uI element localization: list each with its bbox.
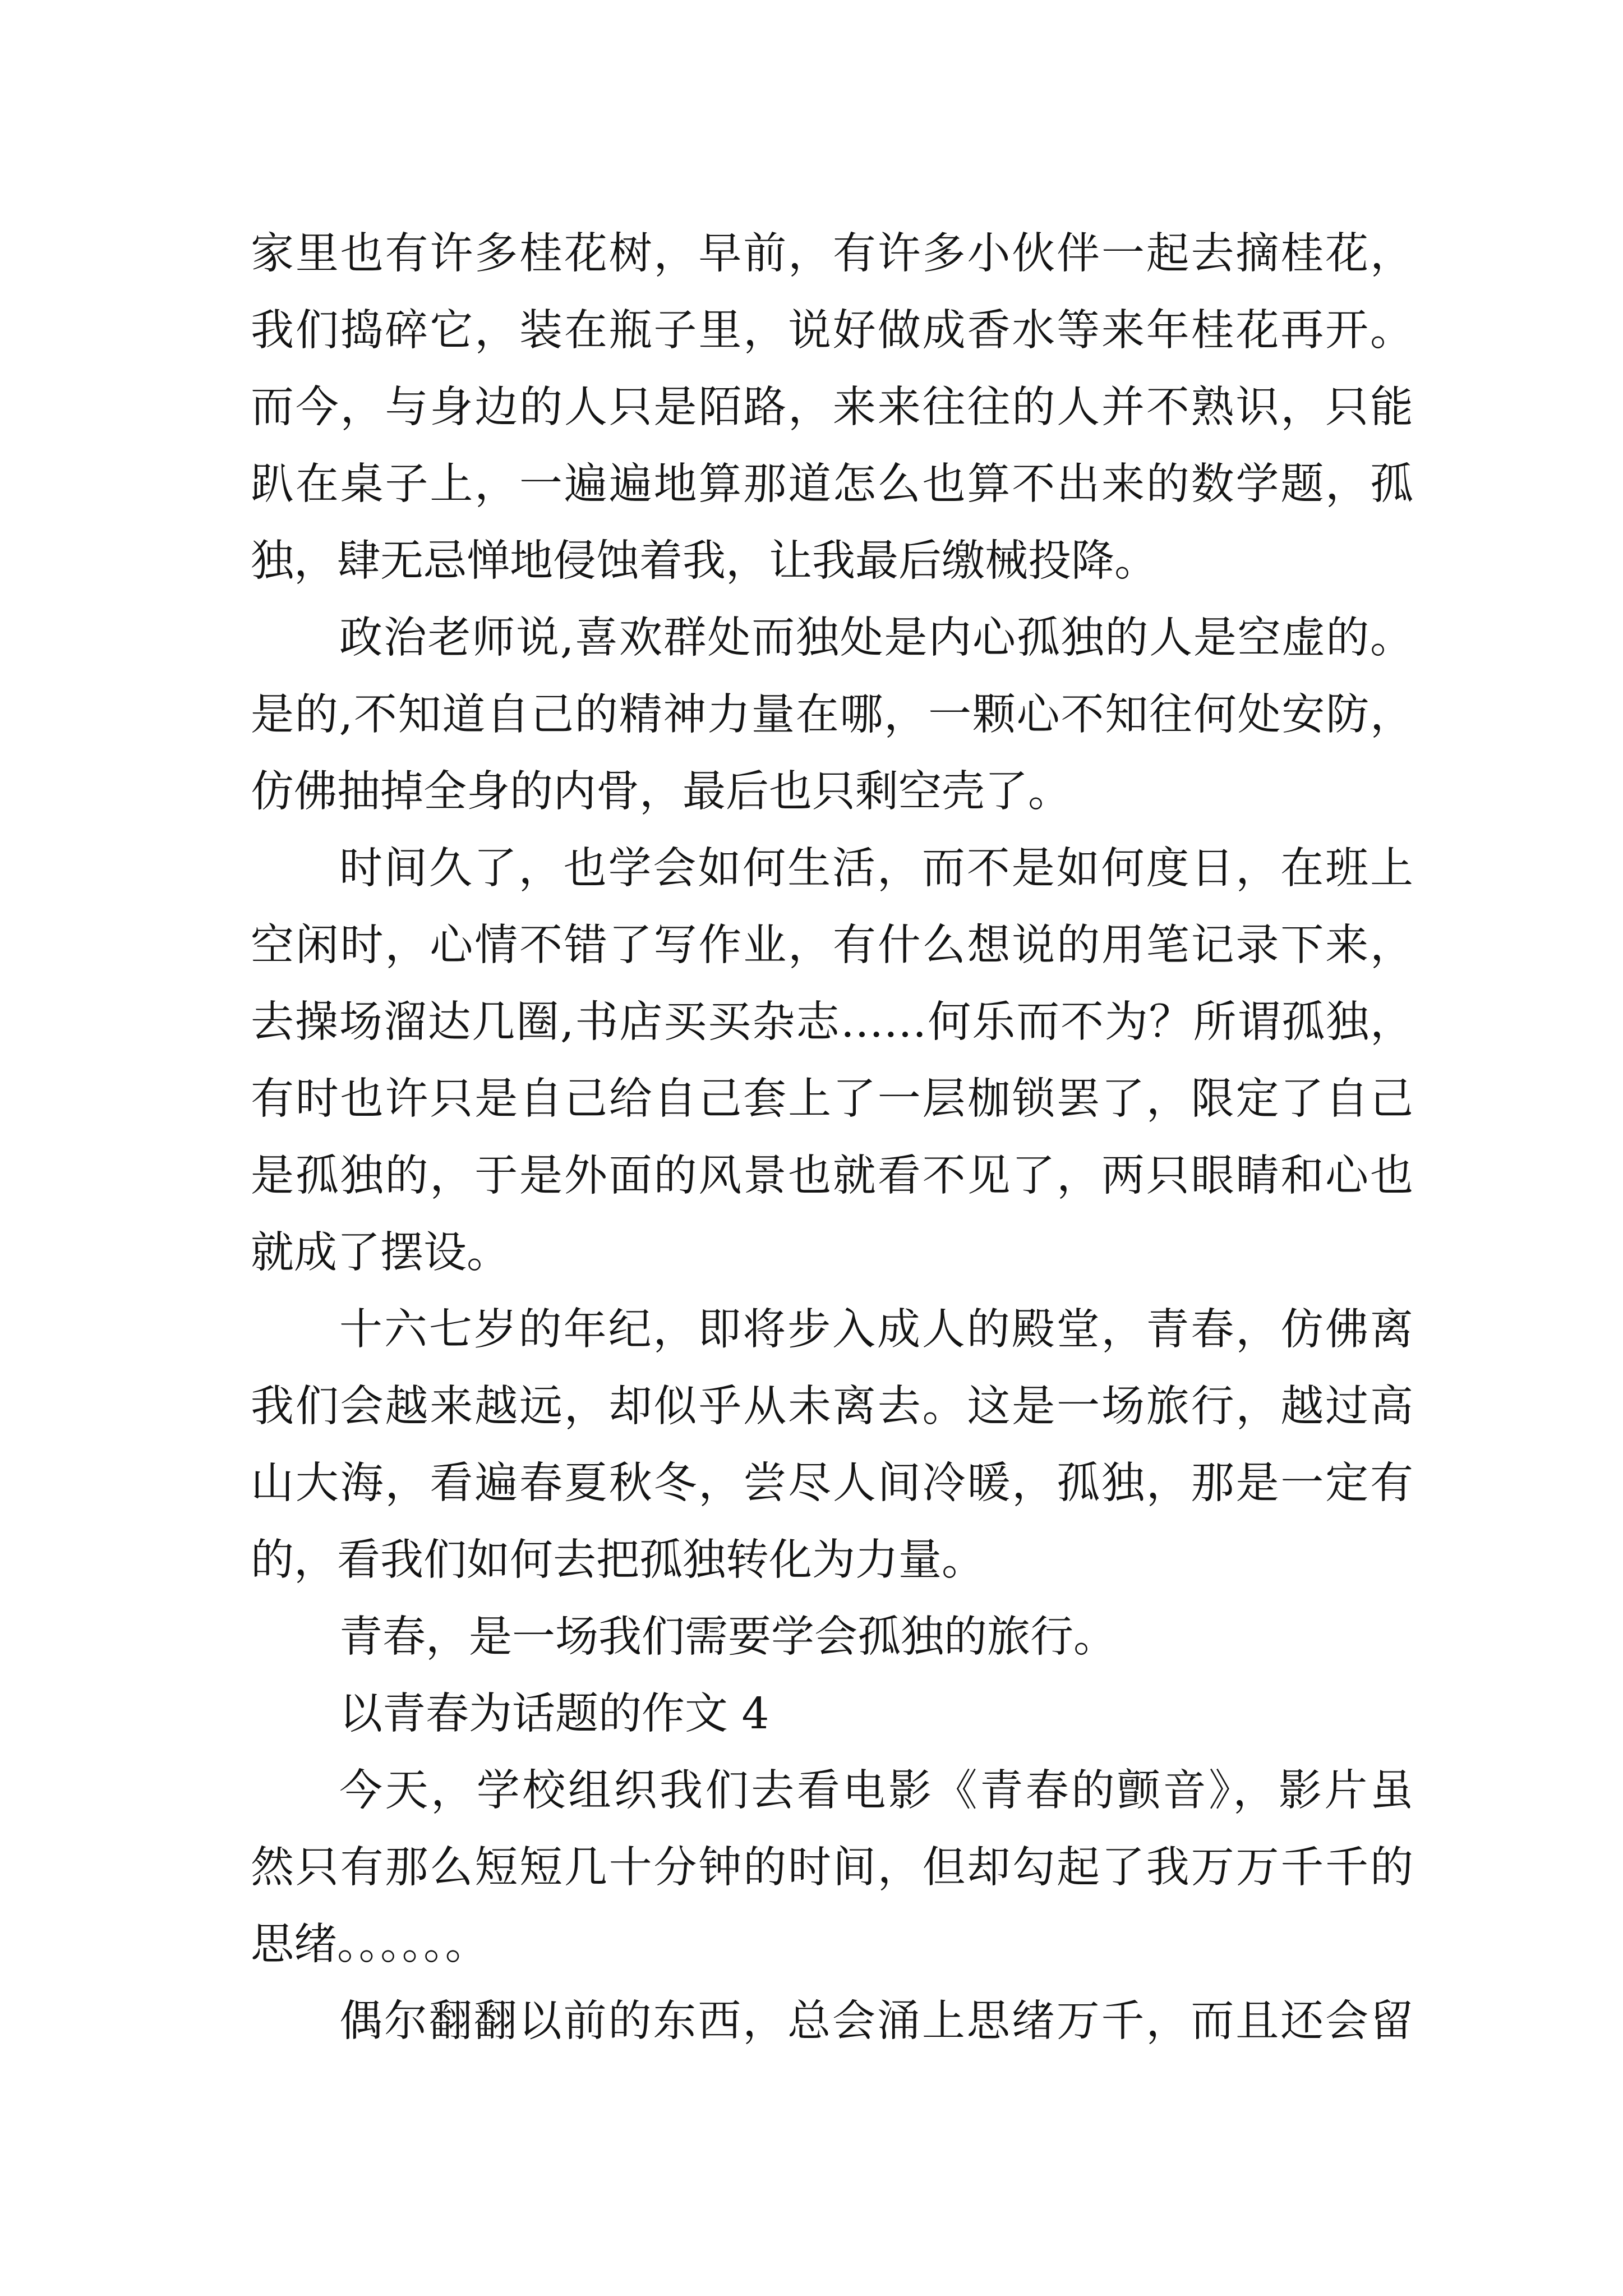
text-line: 山大海，看遍春夏秋冬，尝尽人间冷暖，孤独，那是一定有 (251, 1458, 1413, 1508)
text-line: 有时也许只是自己给自己套上了一层枷锁罢了，限定了自己 (251, 1074, 1413, 1124)
body-text (251, 215, 1413, 2060)
text-line: 时间久了，也学会如何生活，而不是如何度日，在班上 (339, 844, 1413, 894)
text-line: 思绪。。。。。。 (251, 1920, 488, 1970)
heading-line: 以青春为话题的作文 4 (339, 1689, 769, 1739)
paragraph (251, 830, 1413, 1291)
paragraph (251, 1752, 1413, 1983)
text-line: 家里也有许多桂花树，早前，有许多小伙伴一起去摘桂花， (251, 229, 1413, 279)
section-heading (251, 1676, 1413, 1752)
text-line: 去操场溜达几圈,书店买买杂志……何乐而不为？所谓孤独， (251, 997, 1413, 1047)
text-line: 青春，是一场我们需要学会孤独的旅行。 (339, 1612, 1117, 1662)
text-line: 十六七岁的年纪，即将步入成人的殿堂，青春，仿佛离 (339, 1305, 1413, 1355)
paragraph (251, 215, 1413, 600)
text-line: 仿佛抽掉全身的内骨，最后也只剩空壳了。 (251, 767, 1071, 817)
paragraph (251, 600, 1413, 830)
text-line: 的，看我们如何去把孤独转化为力量。 (251, 1535, 985, 1585)
text-line: 而今，与身边的人只是陌路，来来往往的人并不熟识，只能 (251, 383, 1413, 432)
text-line: 就成了摆设。 (251, 1228, 510, 1278)
text-line: 我们会越来越远，却似乎从未离去。这是一场旅行，越过高 (251, 1382, 1413, 1432)
text-line: 我们捣碎它，装在瓶子里，说好做成香水等来年桂花再开。 (251, 306, 1413, 356)
paragraph (251, 1291, 1413, 1599)
text-line: 独，肆无忌惮地侵蚀着我，让我最后缴械投降。 (251, 536, 1158, 586)
text-line: 空闲时，心情不错了写作业，有什么想说的用笔记录下来， (251, 921, 1413, 970)
text-line: 是孤独的，于是外面的风景也就看不见了，两只眼睛和心也 (251, 1151, 1413, 1201)
text-line: 是的,不知道自己的精神力量在哪，一颗心不知往何处安防， (251, 690, 1413, 740)
text-line: 政治老师说,喜欢群处而独处是内心孤独的人是空虚的。 (339, 613, 1413, 663)
text-line: 今天，学校组织我们去看电影《青春的颤音》，影片虽 (339, 1766, 1413, 1816)
paragraph (251, 1983, 1413, 2060)
text-line: 趴在桌子上，一遍遍地算那道怎么也算不出来的数学题，孤 (251, 459, 1413, 509)
text-line: 偶尔翻翻以前的东西，总会涌上思绪万千，而且还会留 (339, 1996, 1413, 2046)
paragraph (251, 1599, 1413, 1676)
text-line: 然只有那么短短几十分钟的时间，但却勾起了我万万千千的 (251, 1843, 1413, 1893)
